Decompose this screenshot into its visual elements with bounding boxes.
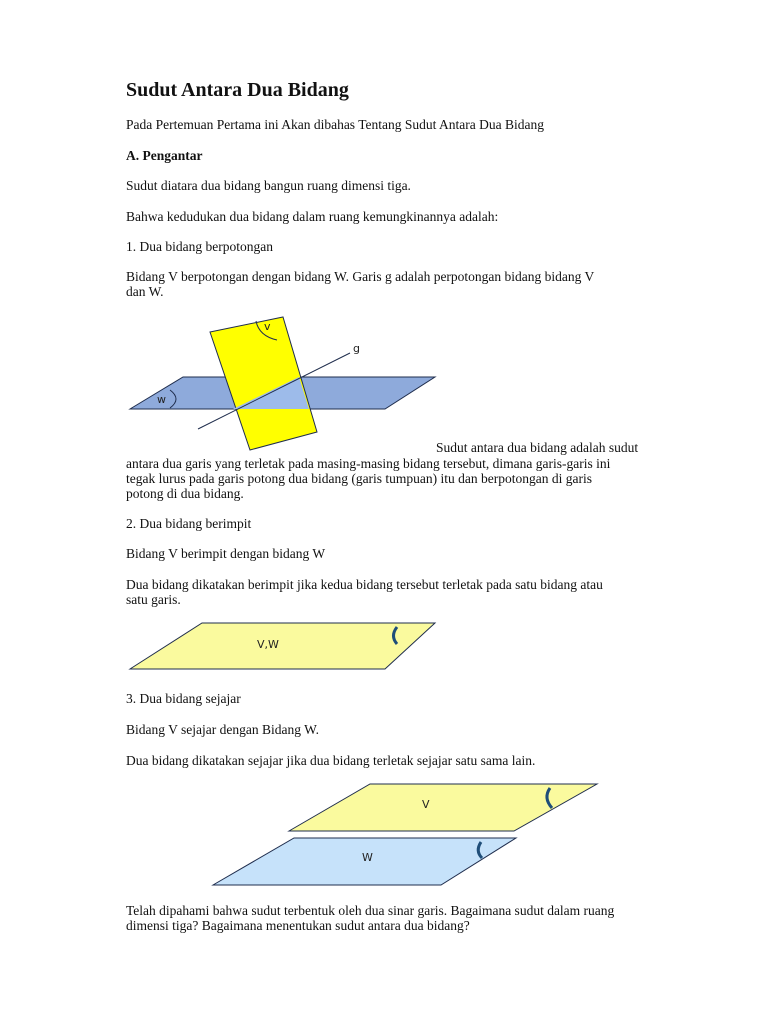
- label-w-bottom: W: [362, 851, 373, 864]
- case-1-description-line-1: Bidang V berpotongan dengan bidang W. Garis g adalah perpotongan bidang bidang V: [126, 269, 595, 284]
- section-a-heading: A. Pengantar: [126, 148, 203, 163]
- section-a-paragraph-2: Bahwa kedudukan dua bidang dalam ruang kemungkinannya adalah:: [126, 209, 499, 224]
- case-3-heading: 3. Dua bidang sejajar: [126, 691, 241, 706]
- section-a-paragraph-1: Sudut diatara dua bidang bangun ruang dimensi tiga.: [126, 178, 411, 193]
- closing-line-1: Telah dipahami bahwa sudut terbentuk oleh dua sinar garis. Bagaimana sudut dalam ruang: [126, 903, 615, 918]
- case-2-heading: 2. Dua bidang berimpit: [126, 516, 252, 531]
- case-2-explanation-line-2: satu garis.: [126, 592, 181, 607]
- case-3-description: Bidang V sejajar dengan Bidang W.: [126, 722, 319, 737]
- label-v: v: [264, 320, 271, 333]
- case-2-explanation-line-1: Dua bidang dikatakan berimpit jika kedua bidang tersebut terletak pada satu bidang atau: [126, 577, 603, 592]
- label-g: g: [353, 342, 360, 355]
- case-1-description-line-2: dan W.: [126, 284, 164, 299]
- case-1-explanation-line-2: antara dua garis yang terletak pada masing-masing bidang tersebut, dimana garis-garis ini: [126, 456, 611, 471]
- case-1-explanation-line-1: Sudut antara dua bidang adalah sudut: [436, 440, 639, 455]
- closing-line-2: dimensi tiga? Bagaimana menentukan sudut antara dua bidang?: [126, 918, 470, 933]
- case-2-description: Bidang V berimpit dengan bidang W: [126, 546, 326, 561]
- label-v-top: V: [422, 798, 430, 811]
- case-3-explanation: Dua bidang dikatakan sejajar jika dua bidang terletak sejajar satu sama lain.: [126, 753, 536, 768]
- case-1-heading: 1. Dua bidang berpotongan: [126, 239, 273, 254]
- label-w: w: [157, 393, 166, 406]
- intro-text: Pada Pertemuan Pertama ini Akan dibahas Tentang Sudut Antara Dua Bidang: [126, 117, 544, 132]
- label-vw: V,W: [257, 638, 279, 651]
- page-title: Sudut Antara Dua Bidang: [126, 79, 349, 101]
- case-1-explanation-line-4: potong di dua bidang.: [126, 486, 244, 501]
- case-1-explanation-line-3: tegak lurus pada garis potong dua bidang (garis tumpuan) itu dan berpotongan di garis: [126, 471, 593, 486]
